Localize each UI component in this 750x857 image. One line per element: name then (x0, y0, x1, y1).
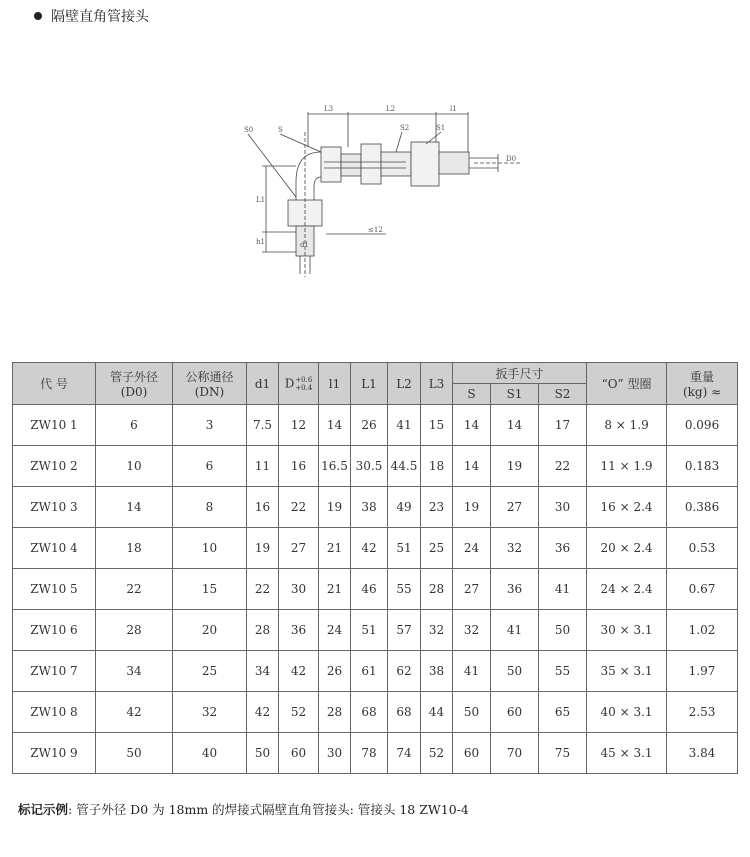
table-cell-s2: 36 (539, 528, 587, 569)
table-cell-l1: 61 (351, 651, 388, 692)
table-cell-dn: 10 (173, 528, 247, 569)
label-h1: h1 (256, 238, 265, 246)
table-cell-d1: 19 (247, 528, 279, 569)
table-cell-l1: 51 (351, 610, 388, 651)
table-cell-s1: 27 (491, 487, 539, 528)
marking-example-label: 标记示例 (18, 802, 69, 817)
label-S2: S2 (400, 124, 410, 132)
table-cell-dn: 8 (173, 487, 247, 528)
table-cell-s: 14 (453, 446, 491, 487)
table-cell-weight: 1.97 (667, 651, 738, 692)
table-cell-s1: 50 (491, 651, 539, 692)
table-cell-s1: 14 (491, 405, 539, 446)
header-L2: L2 (388, 363, 421, 405)
table-cell-d1: 34 (247, 651, 279, 692)
table-cell-s2: 30 (539, 487, 587, 528)
table-cell-s2: 17 (539, 405, 587, 446)
header-D: D +0.6 +0.4 (279, 363, 319, 405)
table-cell-l3: 32 (421, 610, 453, 651)
table-cell-d0: 18 (96, 528, 173, 569)
table-cell-code: ZW10 4 (13, 528, 96, 569)
table-cell-l3: 44 (421, 692, 453, 733)
label-L2: L2 (386, 105, 396, 113)
header-nominal-dia: 公称通径 (DN) (173, 363, 247, 405)
table-cell-d0: 34 (96, 651, 173, 692)
table-cell-s1: 19 (491, 446, 539, 487)
table-cell-s2: 75 (539, 733, 587, 774)
label-D0: D0 (506, 155, 517, 163)
table-cell-d: 30 (279, 569, 319, 610)
table-row (13, 651, 738, 692)
table-cell-l1: 19 (319, 487, 351, 528)
table-row (13, 569, 738, 610)
table-cell-d0: 14 (96, 487, 173, 528)
table-cell-d1: 42 (247, 692, 279, 733)
table-cell-code: ZW10 3 (13, 487, 96, 528)
table-cell-l1: 42 (351, 528, 388, 569)
table-cell-s: 14 (453, 405, 491, 446)
table-cell-l2: 57 (388, 610, 421, 651)
table-cell-l2: 41 (388, 405, 421, 446)
table-cell-code: ZW10 9 (13, 733, 96, 774)
table-cell-s1: 60 (491, 692, 539, 733)
table-cell-oring: 40 × 3.1 (587, 692, 667, 733)
table-cell-weight: 2.53 (667, 692, 738, 733)
table-cell-s2: 22 (539, 446, 587, 487)
table-cell-s2: 55 (539, 651, 587, 692)
table-cell-l1: 78 (351, 733, 388, 774)
table-row (13, 528, 738, 569)
table-cell-l1: 38 (351, 487, 388, 528)
table-cell-d0: 10 (96, 446, 173, 487)
table-cell-d0: 6 (96, 405, 173, 446)
table-cell-weight: 0.183 (667, 446, 738, 487)
section-title-text: 隔壁直角管接头 (51, 9, 149, 25)
label-le12: ≤12 (368, 226, 383, 234)
table-cell-s1: 36 (491, 569, 539, 610)
table-cell-s: 19 (453, 487, 491, 528)
table-cell-dn: 6 (173, 446, 247, 487)
fitting-drawing (236, 102, 526, 277)
table-cell-s: 32 (453, 610, 491, 651)
table-cell-d1: 22 (247, 569, 279, 610)
table-cell-l1: 28 (319, 692, 351, 733)
table-cell-oring: 30 × 3.1 (587, 610, 667, 651)
header-d1: d1 (247, 363, 279, 405)
header-L1: L1 (351, 363, 388, 405)
marking-example (18, 800, 469, 818)
table-cell-d: 12 (279, 405, 319, 446)
table-cell-d: 27 (279, 528, 319, 569)
table-cell-l3: 52 (421, 733, 453, 774)
header-S2: S2 (539, 384, 587, 405)
header-wrench: 扳手尺寸 (453, 363, 587, 384)
table-cell-d0: 50 (96, 733, 173, 774)
header-S1: S1 (491, 384, 539, 405)
table-cell-s: 50 (453, 692, 491, 733)
label-l1: l1 (450, 105, 457, 113)
table-cell-l2: 49 (388, 487, 421, 528)
table-cell-s1: 32 (491, 528, 539, 569)
header-oring: “O” 型圈 (587, 363, 667, 405)
table-cell-dn: 32 (173, 692, 247, 733)
table-cell-dn: 15 (173, 569, 247, 610)
label-L1: L1 (256, 196, 266, 204)
table-row (13, 733, 738, 774)
table-row (13, 446, 738, 487)
table-cell-weight: 1.02 (667, 610, 738, 651)
table-cell-oring: 20 × 2.4 (587, 528, 667, 569)
table-cell-l1: 30.5 (351, 446, 388, 487)
table-cell-l3: 23 (421, 487, 453, 528)
spec-table (12, 362, 738, 774)
table-cell-weight: 0.386 (667, 487, 738, 528)
table-cell-d1: 28 (247, 610, 279, 651)
table-cell-d1: 11 (247, 446, 279, 487)
table-cell-code: ZW10 2 (13, 446, 96, 487)
table-cell-l2: 74 (388, 733, 421, 774)
label-L3: L3 (324, 105, 334, 113)
table-cell-l2: 68 (388, 692, 421, 733)
table-cell-l1: 14 (319, 405, 351, 446)
table-cell-l2: 55 (388, 569, 421, 610)
table-cell-weight: 0.53 (667, 528, 738, 569)
table-cell-l2: 44.5 (388, 446, 421, 487)
table-cell-dn: 3 (173, 405, 247, 446)
table-cell-d1: 50 (247, 733, 279, 774)
table-cell-l1: 21 (319, 528, 351, 569)
table-cell-s2: 65 (539, 692, 587, 733)
table-cell-s: 27 (453, 569, 491, 610)
table-cell-l3: 18 (421, 446, 453, 487)
table-cell-code: ZW10 8 (13, 692, 96, 733)
label-d1: d1 (300, 241, 309, 249)
table-row (13, 487, 738, 528)
table-cell-l1: 26 (351, 405, 388, 446)
spec-table-container (12, 362, 737, 774)
table-cell-weight: 3.84 (667, 733, 738, 774)
label-S0: S0 (244, 126, 254, 134)
table-cell-d: 52 (279, 692, 319, 733)
table-cell-l1: 24 (319, 610, 351, 651)
table-cell-oring: 11 × 1.9 (587, 446, 667, 487)
label-S: S (278, 126, 283, 134)
table-cell-dn: 40 (173, 733, 247, 774)
header-S: S (453, 384, 491, 405)
marking-example-text: : 管子外径 D0 为 18mm 的焊接式隔壁直角管接头: 管接头 18 ZW10-4 (68, 802, 469, 817)
table-row (13, 405, 738, 446)
table-cell-l3: 38 (421, 651, 453, 692)
table-cell-oring: 35 × 3.1 (587, 651, 667, 692)
table-cell-s: 24 (453, 528, 491, 569)
table-cell-l3: 15 (421, 405, 453, 446)
table-cell-code: ZW10 7 (13, 651, 96, 692)
table-cell-l3: 25 (421, 528, 453, 569)
table-cell-code: ZW10 5 (13, 569, 96, 610)
table-cell-l2: 62 (388, 651, 421, 692)
table-cell-d: 16 (279, 446, 319, 487)
header-outer-dia: 管子外径 (D0) (96, 363, 173, 405)
table-cell-oring: 8 × 1.9 (587, 405, 667, 446)
table-cell-oring: 16 × 2.4 (587, 487, 667, 528)
table-row (13, 610, 738, 651)
table-cell-l2: 51 (388, 528, 421, 569)
table-cell-d0: 22 (96, 569, 173, 610)
table-cell-l1: 68 (351, 692, 388, 733)
label-S1: S1 (436, 124, 446, 132)
table-cell-d1: 16 (247, 487, 279, 528)
table-cell-oring: 24 × 2.4 (587, 569, 667, 610)
header-weight: 重量 (kg) ≈ (667, 363, 738, 405)
table-cell-s2: 41 (539, 569, 587, 610)
table-cell-d: 42 (279, 651, 319, 692)
table-row (13, 692, 738, 733)
table-cell-dn: 25 (173, 651, 247, 692)
section-title (34, 6, 149, 26)
table-cell-s: 60 (453, 733, 491, 774)
table-cell-oring: 45 × 3.1 (587, 733, 667, 774)
table-cell-l3: 28 (421, 569, 453, 610)
table-cell-weight: 0.096 (667, 405, 738, 446)
table-cell-d: 22 (279, 487, 319, 528)
header-L3: L3 (421, 363, 453, 405)
table-cell-l1: 46 (351, 569, 388, 610)
table-cell-dn: 20 (173, 610, 247, 651)
table-cell-s1: 70 (491, 733, 539, 774)
table-cell-s1: 41 (491, 610, 539, 651)
table-cell-l1: 16.5 (319, 446, 351, 487)
header-l1: l1 (319, 363, 351, 405)
spec-table-body (13, 405, 738, 774)
table-cell-s2: 50 (539, 610, 587, 651)
table-cell-d1: 7.5 (247, 405, 279, 446)
table-cell-code: ZW10 1 (13, 405, 96, 446)
table-cell-l1: 21 (319, 569, 351, 610)
table-cell-l1: 26 (319, 651, 351, 692)
table-cell-l1: 30 (319, 733, 351, 774)
table-cell-d0: 28 (96, 610, 173, 651)
header-code: 代 号 (13, 363, 96, 405)
table-cell-weight: 0.67 (667, 569, 738, 610)
table-cell-d0: 42 (96, 692, 173, 733)
table-cell-s: 41 (453, 651, 491, 692)
table-cell-d: 60 (279, 733, 319, 774)
table-cell-d: 36 (279, 610, 319, 651)
table-cell-code: ZW10 6 (13, 610, 96, 651)
bullet-icon (34, 12, 42, 20)
